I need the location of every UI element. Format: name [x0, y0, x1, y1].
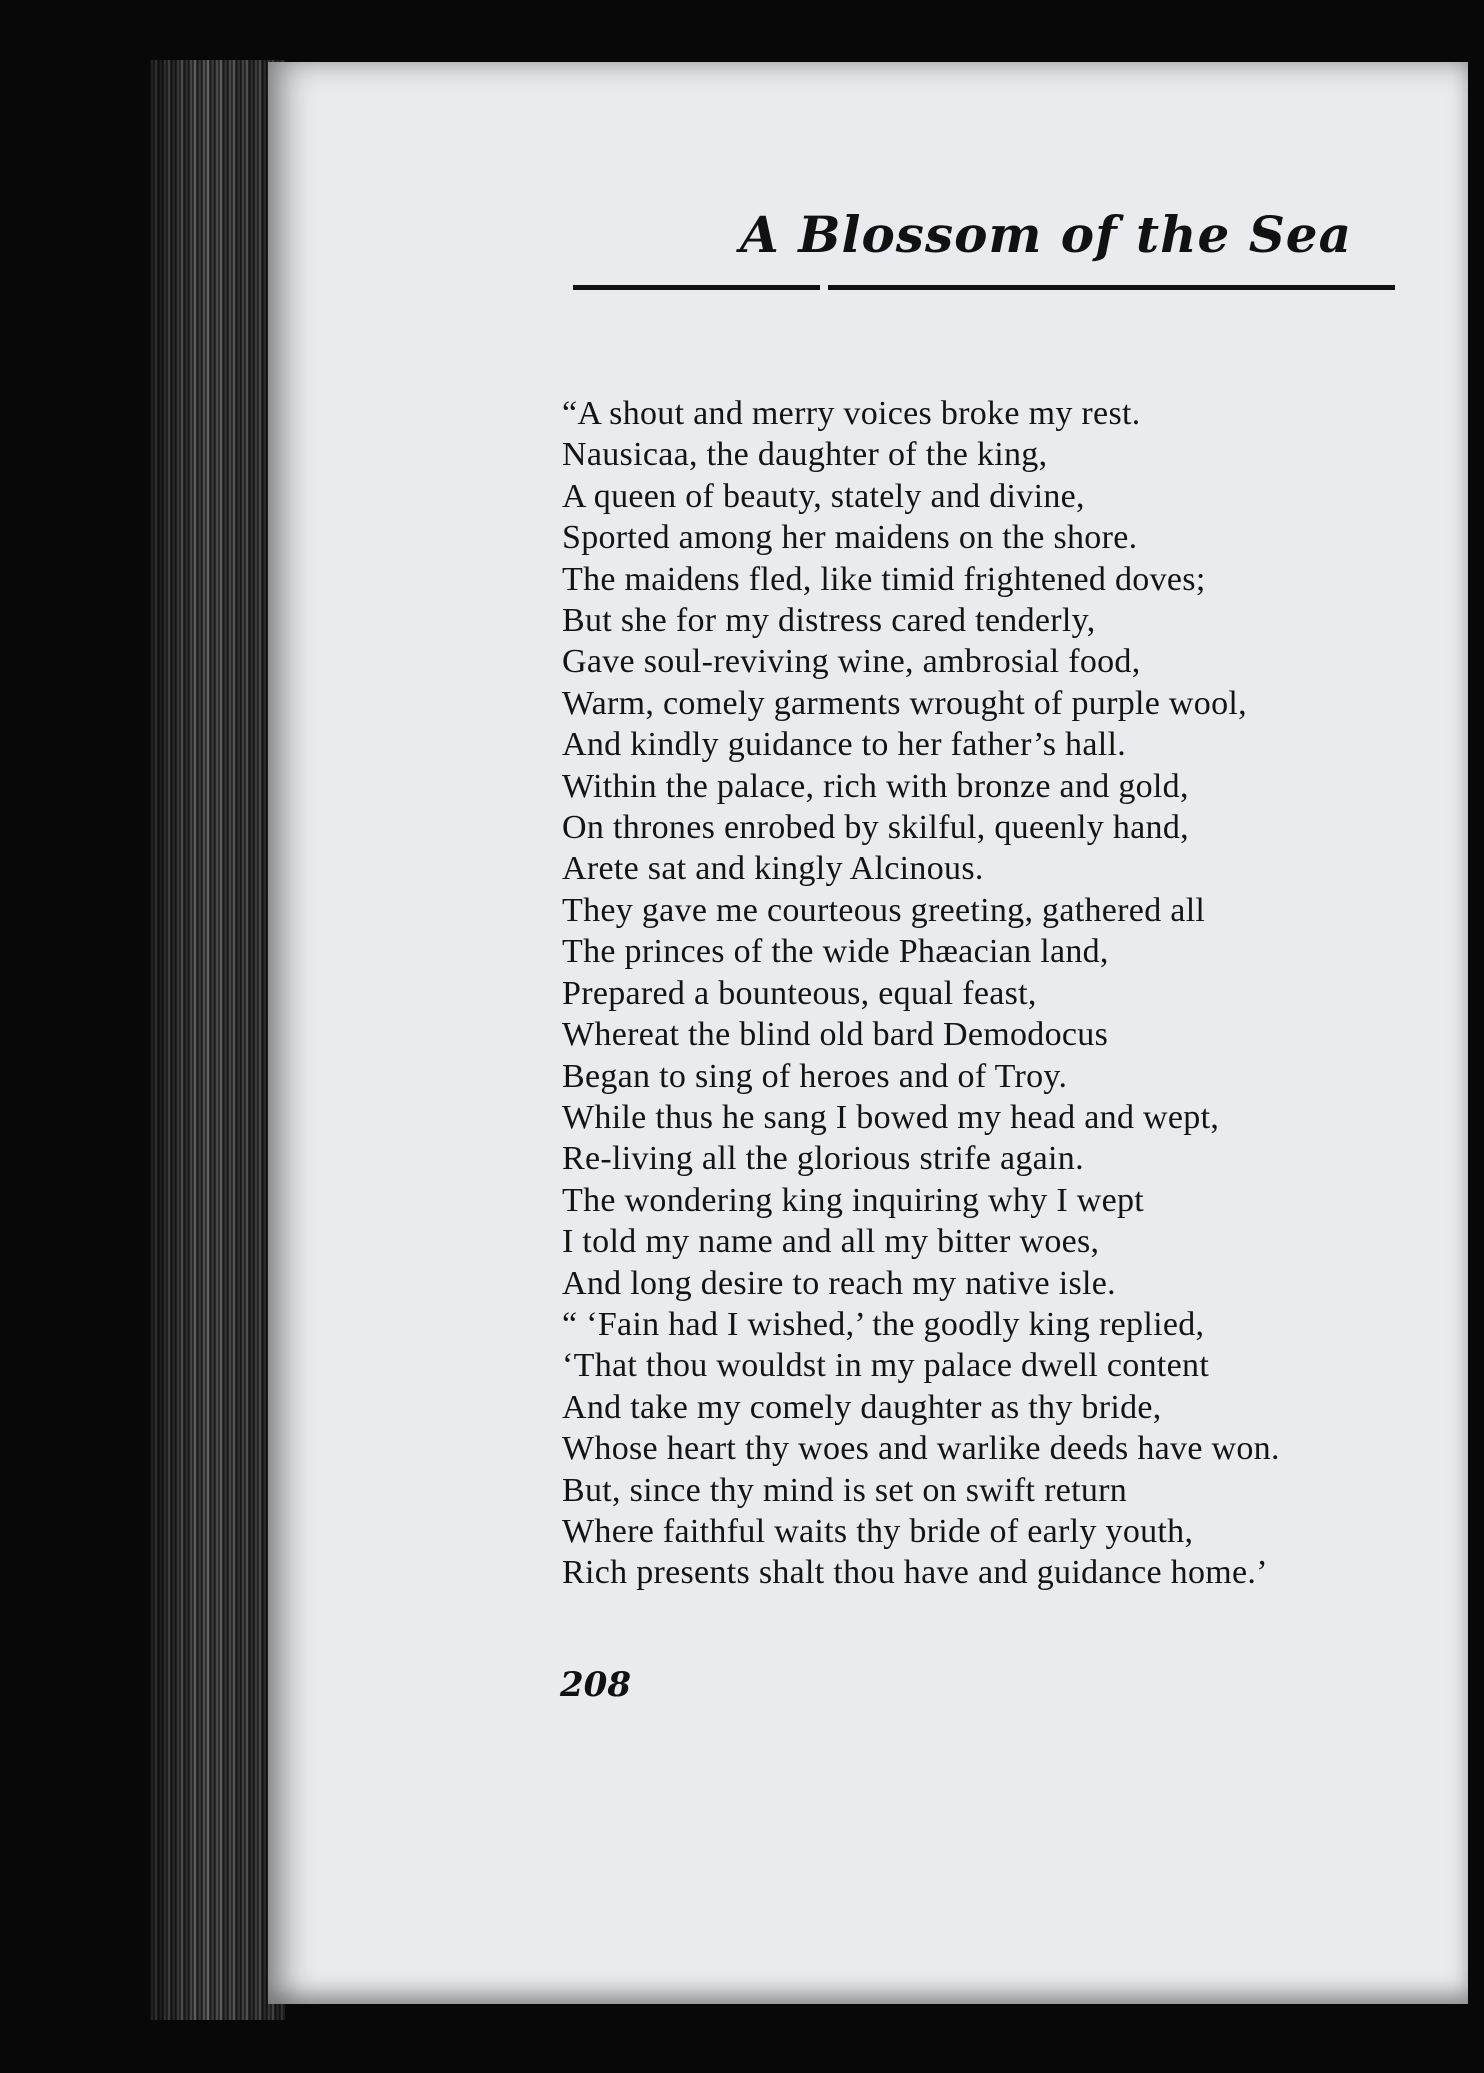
verse-line: They gave me courteous greeting, gathered all: [562, 891, 1206, 929]
verse-line: Gave soul-reviving wine, ambrosial food,: [562, 643, 1141, 681]
verse-line: Prepared a bounteous, equal feast,: [562, 974, 1037, 1012]
verse-line: “ ‘Fain had I wished,’ the goodly king replied,: [562, 1305, 1205, 1343]
verse-line: And kindly guidance to her father’s hall.: [562, 726, 1127, 764]
verse-line: And long desire to reach my native isle.: [562, 1264, 1116, 1302]
verse-line: On thrones enrobed by skilful, queenly hand,: [562, 809, 1189, 847]
verse-line: While thus he sang I bowed my head and wept,: [562, 1098, 1220, 1136]
verse-line: Arete sat and kingly Alcinous.: [562, 850, 984, 888]
verse-block: [562, 393, 1280, 1594]
page-number: 208: [560, 1665, 631, 1705]
verse-line: Warm, comely garments wrought of purple wool,: [562, 684, 1247, 722]
verse-line: Whereat the blind old bard Demodocus: [562, 1016, 1109, 1054]
verse-line: Nausicaa, the daughter of the king,: [562, 436, 1048, 474]
book-fore-edge-shadow: [150, 60, 285, 2020]
verse-line: Within the palace, rich with bronze and gold,: [562, 767, 1189, 805]
running-head: A Blossom of the Sea: [740, 205, 1353, 264]
verse-line: The maidens fled, like timid frightened doves;: [562, 560, 1206, 598]
verse-line: Began to sing of heroes and of Troy.: [562, 1057, 1068, 1095]
verse-line: The princes of the wide Phæacian land,: [562, 933, 1109, 971]
verse-line: Whose heart thy woes and warlike deeds have won.: [562, 1430, 1280, 1468]
verse-line: Re-living all the glorious strife again.: [562, 1140, 1084, 1178]
verse-line: But, since thy mind is set on swift return: [562, 1471, 1128, 1509]
verse-line: A queen of beauty, stately and divine,: [562, 477, 1085, 515]
header-rule-break: [820, 285, 828, 290]
verse-line: ‘That thou wouldst in my palace dwell content: [562, 1347, 1210, 1385]
verse-line: But she for my distress cared tenderly,: [562, 602, 1096, 640]
header-rule: [573, 285, 1395, 290]
verse-line: The wondering king inquiring why I wept: [562, 1181, 1145, 1219]
verse-line: “A shout and merry voices broke my rest.: [562, 395, 1141, 432]
verse-line: Sported among her maidens on the shore.: [562, 519, 1138, 557]
verse-line: I told my name and all my bitter woes,: [562, 1223, 1100, 1261]
verse-line: And take my comely daughter as thy bride,: [562, 1388, 1162, 1426]
verse-line: Rich presents shalt thou have and guidance home.’: [562, 1554, 1268, 1592]
verse-line: Where faithful waits thy bride of early youth,: [562, 1512, 1194, 1550]
